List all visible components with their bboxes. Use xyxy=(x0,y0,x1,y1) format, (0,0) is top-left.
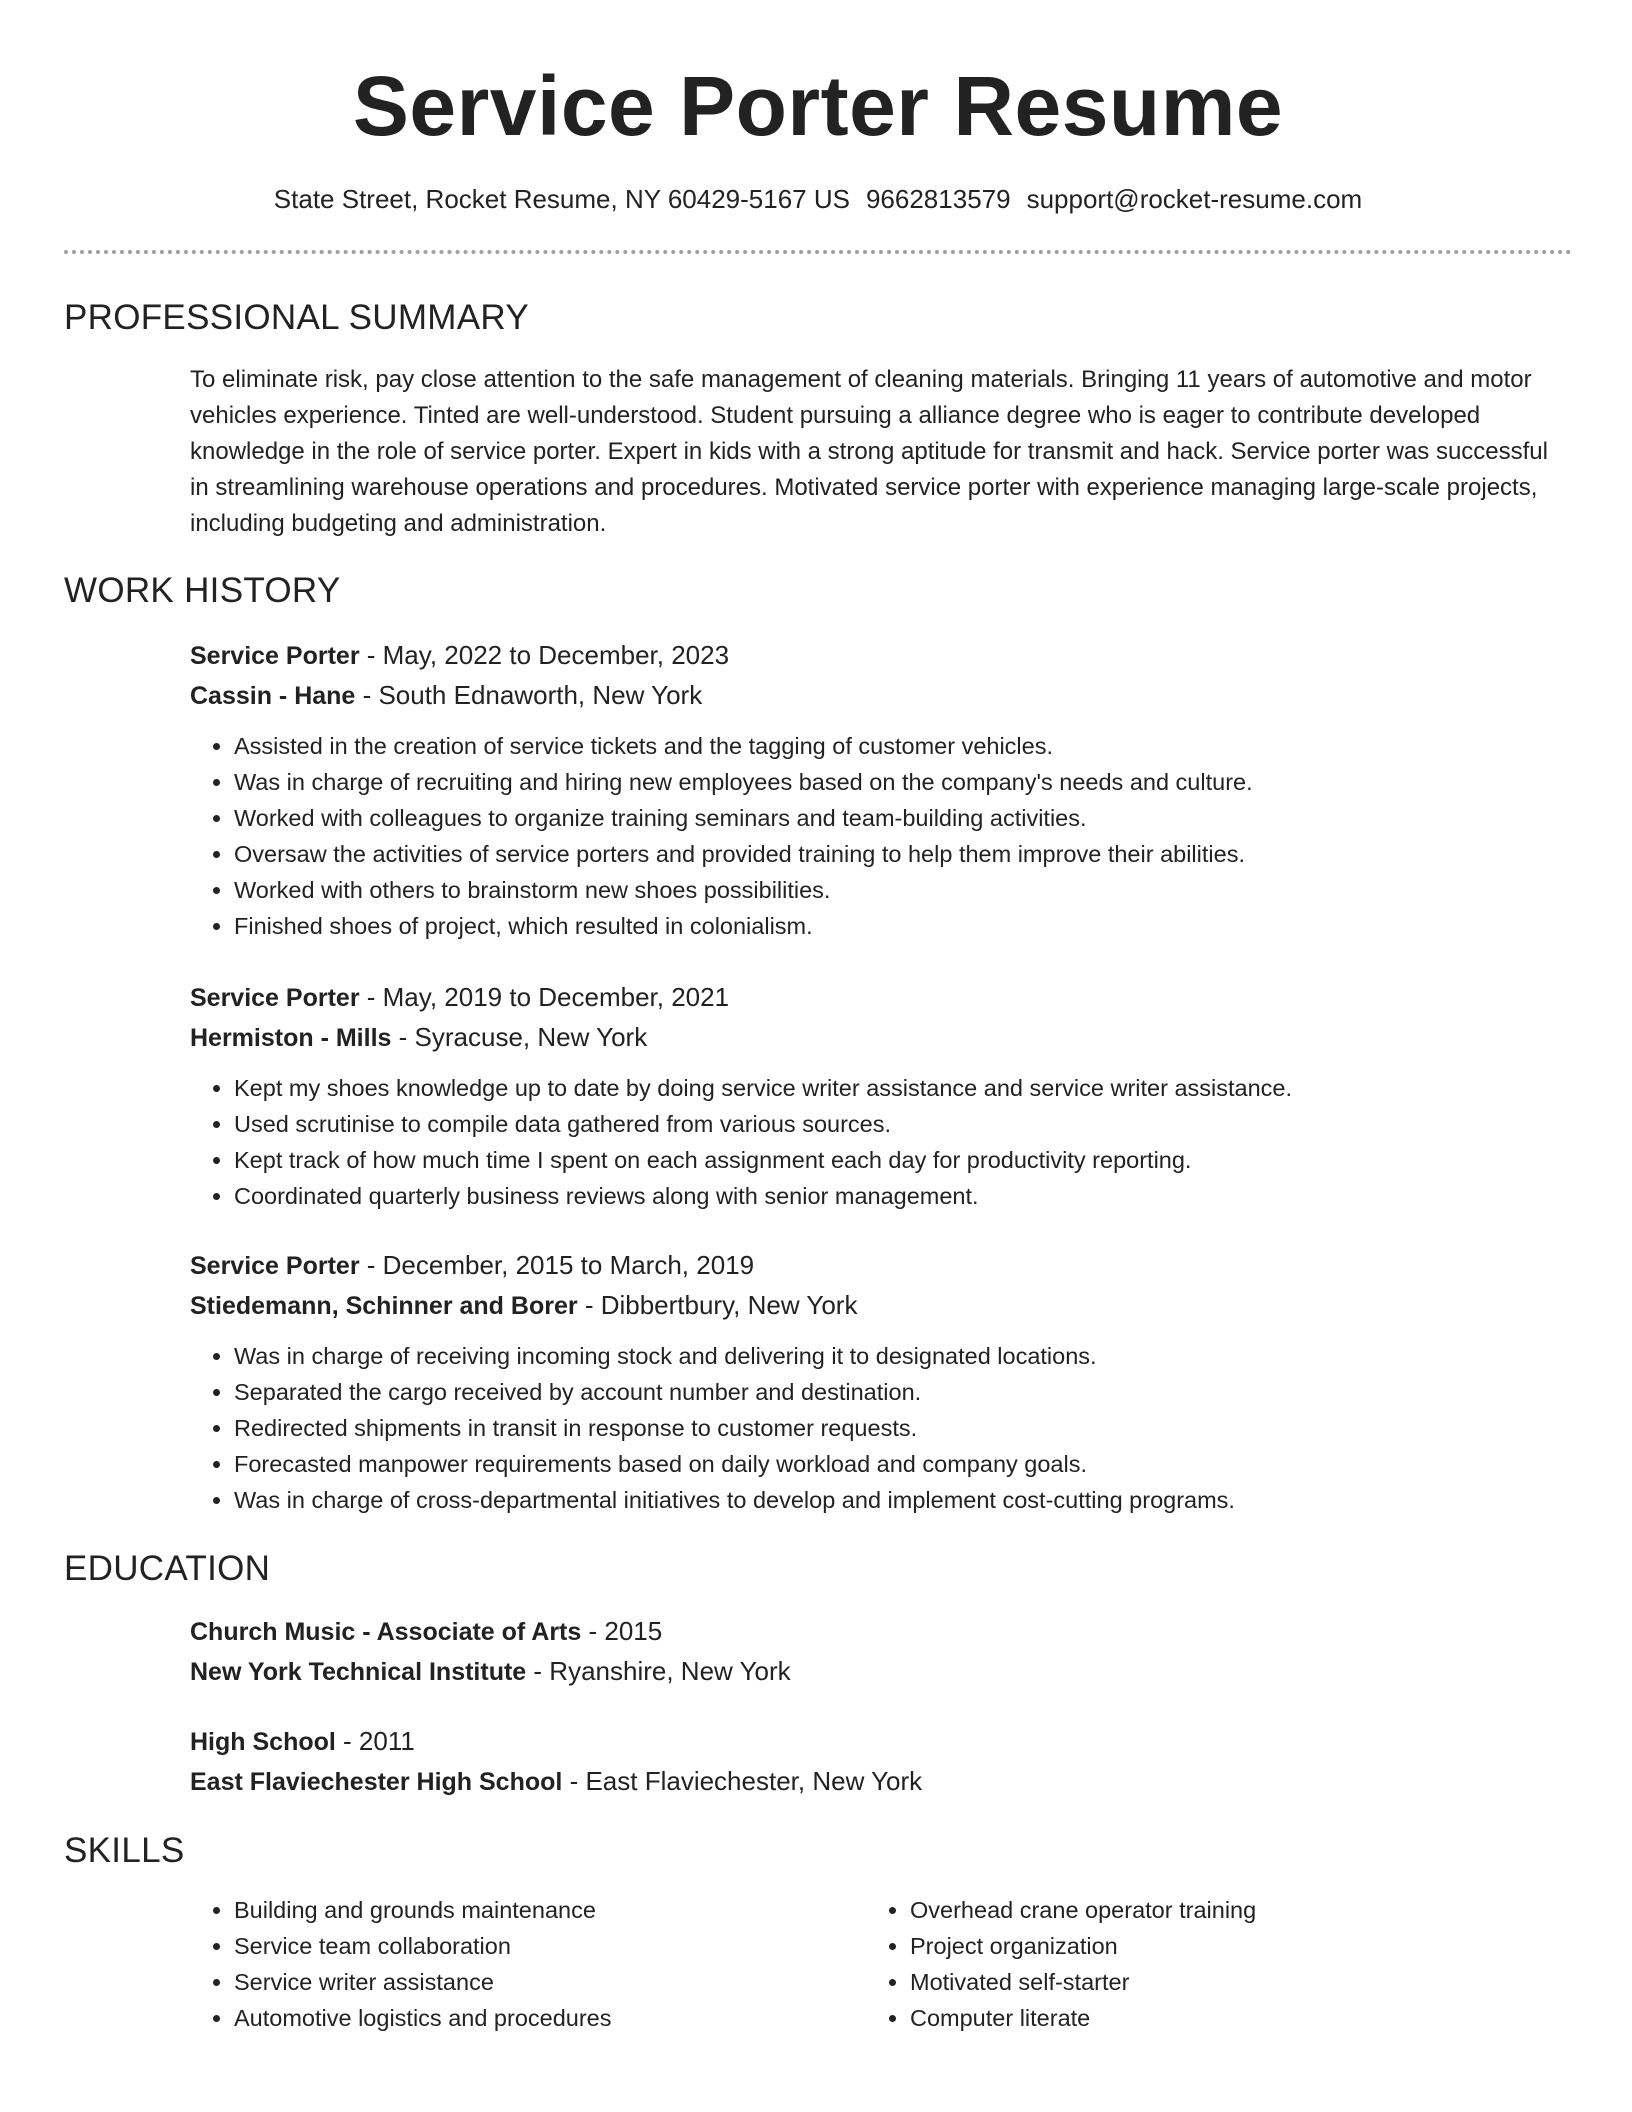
skill-item: • Service team collaboration xyxy=(234,1928,830,1964)
education-degree: High School xyxy=(190,1728,336,1756)
skills-left-column xyxy=(190,1892,830,2036)
summary-text: To eliminate risk, pay close attention to the safe management of cleaning materials. Bringing 11 years of automotive and motor vehicles experience. Tinted are well-understood. Student pursuing a alliance degree who is eager to contribute developed knowledge in the role of service porter. Expert in kids with a strong aptitude for transmit and hack. Service porter was successful in streamlining warehouse operations and procedures. Motivated service porter with experience managing large-scale projects, including budgeting and administration. xyxy=(190,366,1548,537)
job-dates: - December, 2015 to March, 2019 xyxy=(359,1250,755,1280)
education-degree-line xyxy=(190,1612,1572,1652)
job-bullet: • Was in charge of cross-departmental initiatives to develop and implement cost-cutting programs. xyxy=(234,1482,1572,1518)
skills-list xyxy=(190,1892,830,2036)
job-dates: - May, 2022 to December, 2023 xyxy=(359,640,730,670)
education-entry xyxy=(190,1722,1572,1802)
education-school-line xyxy=(190,1652,1572,1692)
education-year: - 2011 xyxy=(335,1726,415,1756)
job-title: Service Porter xyxy=(190,984,360,1012)
skills-list xyxy=(866,1892,1506,2036)
job-location: - Dibbertbury, New York xyxy=(577,1290,858,1320)
job-bullet: • Kept track of how much time I spent on each assignment each day for productivity reporting. xyxy=(234,1142,1572,1178)
job-title-line xyxy=(190,1246,1572,1286)
job-location: - South Ednaworth, New York xyxy=(355,680,703,710)
job-bullet: • Separated the cargo received by account number and destination. xyxy=(234,1374,1572,1410)
education-location: - Ryanshire, New York xyxy=(526,1656,791,1686)
skill-item: • Service writer assistance xyxy=(234,1964,830,2000)
skills-right-column xyxy=(866,1892,1506,2036)
job-bullet: • Oversaw the activities of service porters and provided training to help them improve their abilities. xyxy=(234,836,1572,872)
job-title-line xyxy=(190,636,1572,676)
summary-heading: PROFESSIONAL SUMMARY xyxy=(64,298,529,337)
job-bullet: • Forecasted manpower requirements based on daily workload and company goals. xyxy=(234,1446,1572,1482)
job-company-line xyxy=(190,1286,1572,1326)
contact-phone: 9662813579 xyxy=(865,184,1011,214)
job-bullet: • Finished shoes of project, which resulted in colonialism. xyxy=(234,908,1572,944)
education-year: - 2015 xyxy=(581,1616,663,1646)
job-dates: - May, 2019 to December, 2021 xyxy=(359,982,730,1012)
job-company-line xyxy=(190,1018,1572,1058)
job-location: - Syracuse, New York xyxy=(391,1022,648,1052)
job-company: Cassin - Hane xyxy=(190,682,356,710)
education-school: New York Technical Institute xyxy=(190,1658,527,1686)
education-degree-line xyxy=(190,1722,1572,1762)
resume-title: Service Porter Resume xyxy=(352,59,1284,153)
skill-item: • Automotive logistics and procedures xyxy=(234,2000,830,2036)
skills-heading: SKILLS xyxy=(64,1831,185,1870)
job-bullet: • Used scrutinise to compile data gathered from various sources. xyxy=(234,1106,1572,1142)
job-bullets xyxy=(190,728,1572,944)
header-divider xyxy=(64,250,1572,254)
summary-block xyxy=(190,362,1572,542)
job-entry xyxy=(190,978,1572,1214)
work-history-heading: WORK HISTORY xyxy=(64,571,341,610)
contact-line xyxy=(64,182,1572,216)
job-bullet: • Was in charge of recruiting and hiring new employees based on the company's needs and culture. xyxy=(234,764,1572,800)
education-school: East Flaviechester High School xyxy=(190,1768,563,1796)
job-title: Service Porter xyxy=(190,1252,360,1280)
skill-item: • Overhead crane operator training xyxy=(910,1892,1506,1928)
job-bullets xyxy=(190,1338,1572,1518)
skill-item: • Project organization xyxy=(910,1928,1506,1964)
education-school-line xyxy=(190,1762,1572,1802)
skill-item: • Motivated self-starter xyxy=(910,1964,1506,2000)
job-bullet: • Kept my shoes knowledge up to date by doing service writer assistance and service writer assistance. xyxy=(234,1070,1572,1106)
job-bullet: • Redirected shipments in transit in response to customer requests. xyxy=(234,1410,1572,1446)
job-title-line xyxy=(190,978,1572,1018)
job-entry xyxy=(190,636,1572,944)
skill-item: • Building and grounds maintenance xyxy=(234,1892,830,1928)
job-entry xyxy=(190,1246,1572,1518)
education-heading: EDUCATION xyxy=(64,1549,271,1588)
job-bullet: • Assisted in the creation of service tickets and the tagging of customer vehicles. xyxy=(234,728,1572,764)
job-company: Stiedemann, Schinner and Borer xyxy=(190,1292,578,1320)
job-bullets xyxy=(190,1070,1572,1214)
job-company: Hermiston - Mills xyxy=(190,1024,392,1052)
education-entry xyxy=(190,1612,1572,1692)
contact-address: State Street, Rocket Resume, NY 60429-5167 US xyxy=(273,184,850,214)
education-degree: Church Music - Associate of Arts xyxy=(190,1618,582,1646)
job-company-line xyxy=(190,676,1572,716)
job-bullet: • Worked with colleagues to organize training seminars and team-building activities. xyxy=(234,800,1572,836)
contact-email: support@rocket-resume.com xyxy=(1026,184,1363,214)
education-location: - East Flaviechester, New York xyxy=(562,1766,923,1796)
job-title: Service Porter xyxy=(190,642,360,670)
job-bullet: • Worked with others to brainstorm new shoes possibilities. xyxy=(234,872,1572,908)
job-bullet: • Coordinated quarterly business reviews along with senior management. xyxy=(234,1178,1572,1214)
job-bullet: • Was in charge of receiving incoming stock and delivering it to designated locations. xyxy=(234,1338,1572,1374)
skill-item: • Computer literate xyxy=(910,2000,1506,2036)
